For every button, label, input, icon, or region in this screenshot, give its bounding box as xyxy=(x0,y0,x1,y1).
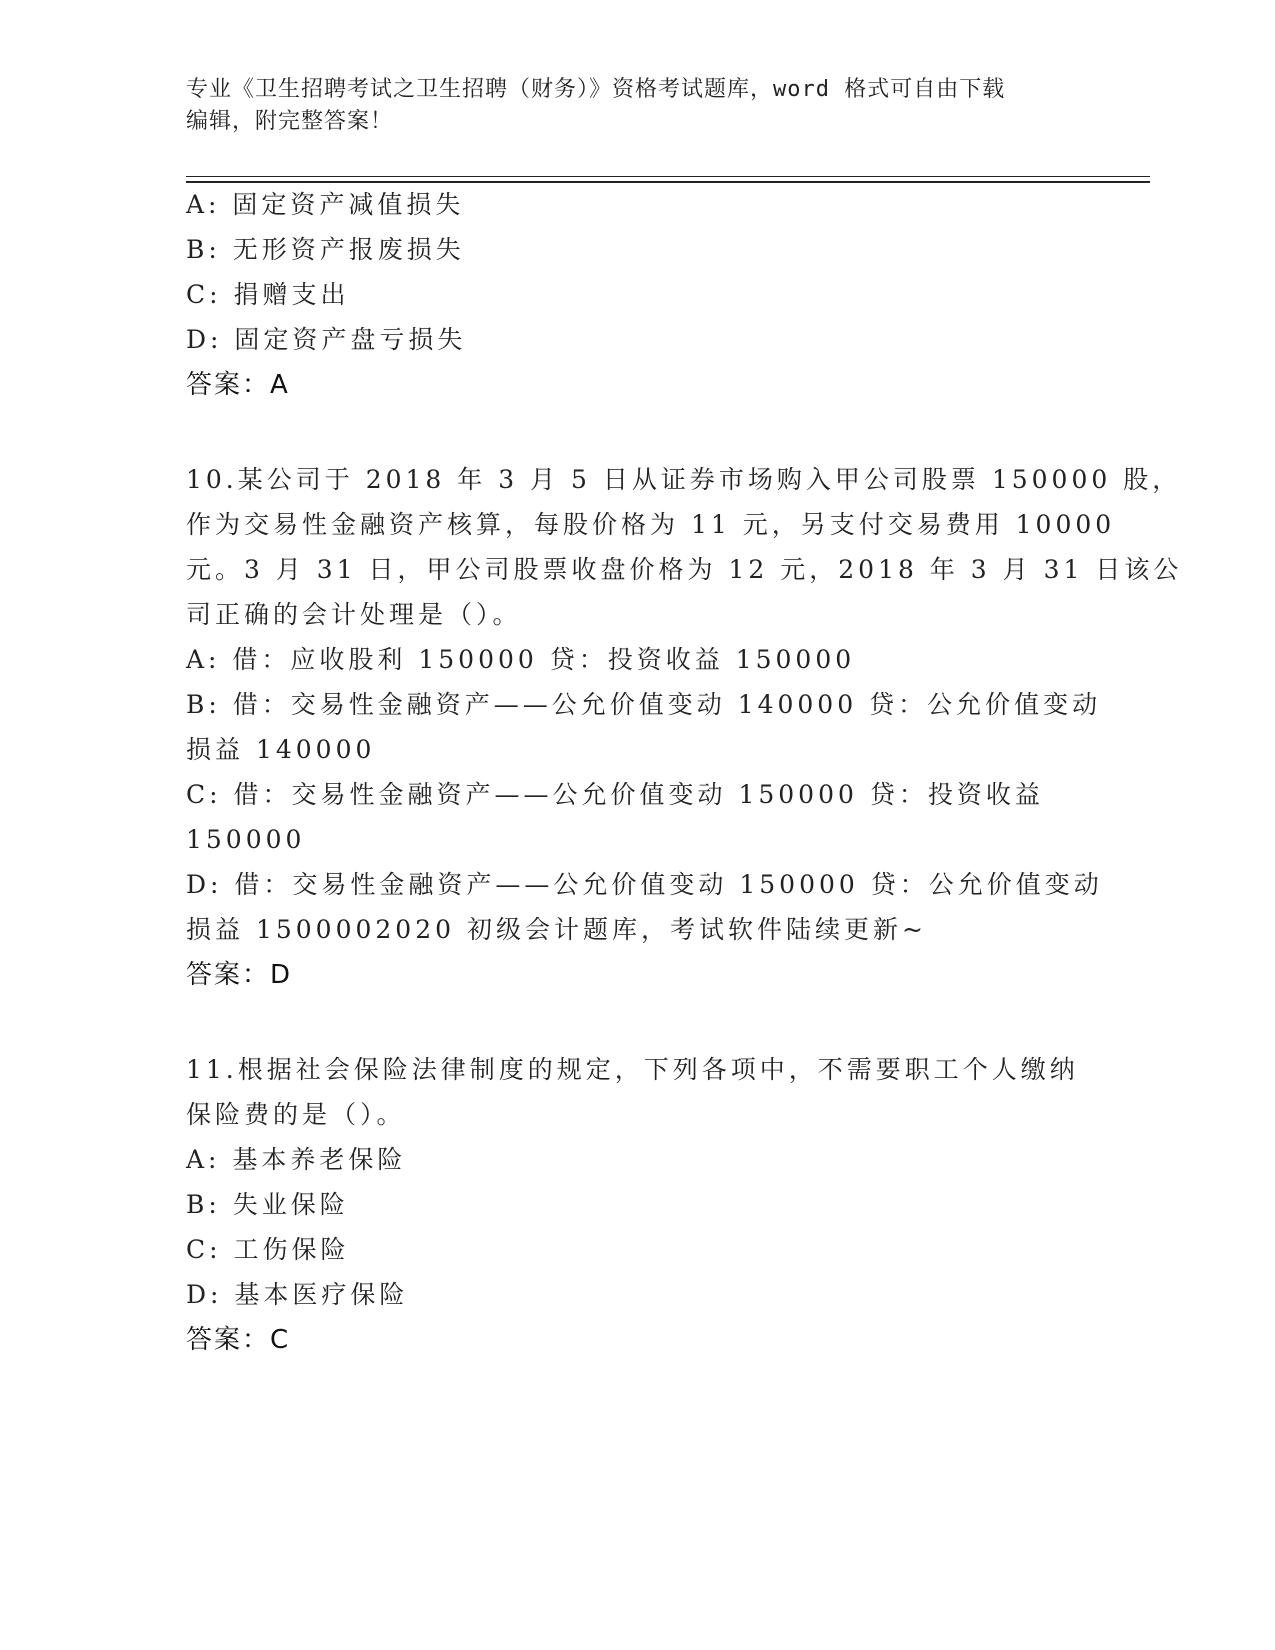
q11-option-a: A: 基本养老保险 xyxy=(186,1145,407,1174)
q11-stem-line-1: 11.根据社会保险法律制度的规定，下列各项中，不需要职工个人缴纳 xyxy=(186,1055,1079,1084)
q10-option-c: C: 借：交易性金融资产——公允价值变动 150000 贷：投资收益 xyxy=(186,780,1044,809)
q11-option-c: C: 工伤保险 xyxy=(186,1235,350,1264)
q10-stem-line-1: 10.某公司于 2018 年 3 月 5 日从证券市场购入甲公司股票 150000 股， xyxy=(186,465,1182,494)
q9-option-d: D: 固定资产盘亏损失 xyxy=(186,325,467,354)
q9-option-b: B: 无形资产报废损失 xyxy=(186,235,465,264)
q11-option-d: D: 基本医疗保险 xyxy=(186,1280,409,1309)
q10-answer: 答案：D xyxy=(186,960,293,990)
q9-option-a: A: 固定资产减值损失 xyxy=(186,190,465,219)
q9-option-c: C: 捐赠支出 xyxy=(186,280,350,309)
q10-option-d-cont: 损益 1500002020 初级会计题库，考试软件陆续更新~ xyxy=(186,915,927,944)
q11-option-b: B: 失业保险 xyxy=(186,1190,349,1219)
q11-stem-line-2: 保险费的是（）。 xyxy=(186,1100,406,1129)
q10-option-d: D: 借：交易性金融资产——公允价值变动 150000 贷：公允价值变动 xyxy=(186,870,1103,899)
header-rule-thick xyxy=(186,181,1150,183)
document-header xyxy=(186,74,1066,138)
q9-answer: 答案：A xyxy=(186,370,290,400)
q10-stem-line-4: 司正确的会计处理是（）。 xyxy=(186,600,522,629)
q10-stem-line-2: 作为交易性金融资产核算，每股价格为 11 元，另支付交易费用 10000 xyxy=(186,510,1116,539)
header-line-1: 专业《卫生招聘考试之卫生招聘（财务）》资格考试题库，word 格式可自由下载 xyxy=(186,77,1006,102)
q10-stem-line-3: 元。3 月 31 日，甲公司股票收盘价格为 12 元，2018 年 3 月 31 日该公 xyxy=(186,555,1183,584)
q10-option-a: A: 借：应收股利 150000 贷：投资收益 150000 xyxy=(186,645,856,674)
q10-option-b-cont: 损益 140000 xyxy=(186,735,376,764)
q11-answer: 答案：C xyxy=(186,1325,291,1355)
header-line-2: 编辑，附完整答案！ xyxy=(186,109,394,134)
header-rule-thin xyxy=(186,176,1150,177)
q10-option-c-cont: 150000 xyxy=(186,825,306,854)
q10-option-b: B: 借：交易性金融资产——公允价值变动 140000 贷：公允价值变动 xyxy=(186,690,1102,719)
